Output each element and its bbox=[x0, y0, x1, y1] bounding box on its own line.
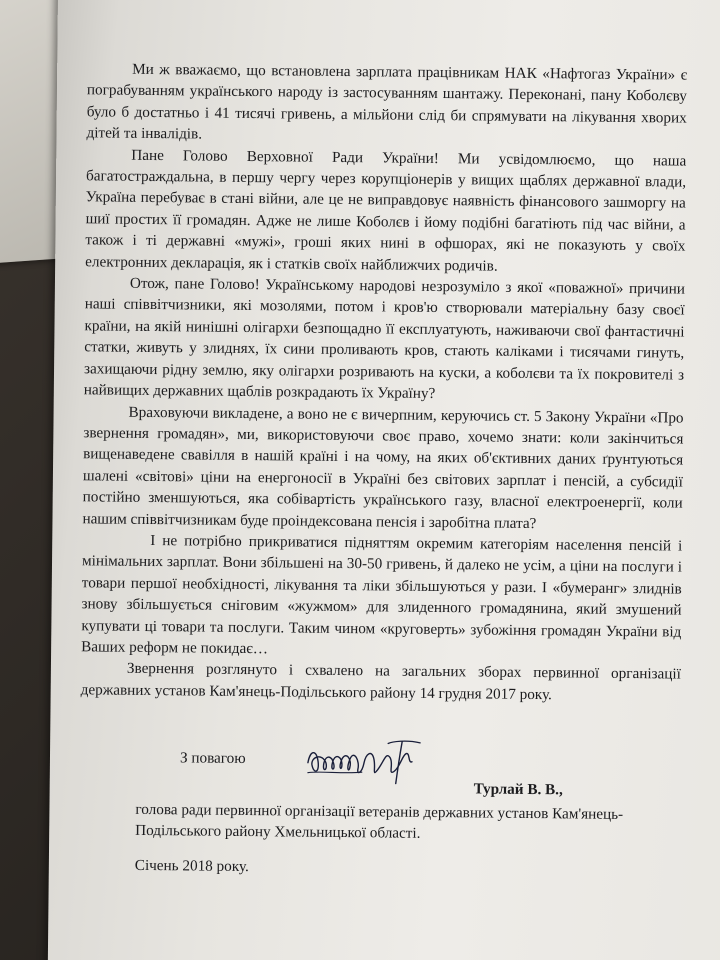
letter-page bbox=[48, 0, 720, 960]
paragraph-questions: Враховуючи викладене, а воно не є вичерпним, керуючись ст. 5 Закону України «Про звернення громадян», ми, використовуючи своє право, хочемо знати: коли закінчиться вищенаведене свавілля в нашій країні і на чому, на яких об'єктивних даних ґрунтуються шалені «світові» ціни на енергоносії в Україні без світових зарплат і пенсій, а субсидії постійно зменшуються, яка собівартість українського газу, власної електроенергії, коли нашим співвітчизникам буде проіндексована пенсія і заробітна плата? bbox=[82, 403, 684, 532]
letter-body bbox=[81, 58, 688, 706]
paragraph-appeal: Пане Голово Верховної Ради України! Ми усвідомлюємо, що наша багатостраждальна, в першу чергу через корупціонерів у вищих щаблях державної влади, Україна перебуває в стані війни, але це не виправдовує наявність фінансового зашморгу на шиї простих її громадян. Адже не лише Коболєв і йому подібні багатіють під час війни, а також і ті державні «мужі», гроші яких нині в офшорах, які не показують у своїх електронних декларація, як і статків своїх найближчих родичів. bbox=[85, 146, 687, 275]
paragraph-approval: Звернення розглянуто і схвалено на загальних зборах первинної організації державних установ Кам'янець-Подільського району 14 грудня 2017 року. bbox=[80, 660, 681, 703]
greeting: З повагою bbox=[179, 749, 246, 768]
paragraph-pensions: І не потрібно прикриватися підняттям окремим категоріям населення пенсій і мінімальних зарплат. Вони збільшені на 30-50 гривень, й далеко не усім, а ціни на послуги і товари першої необхідності, лікування та ліки збільшуються у рази. І «бумеранг» злиднів знову збільшується сніговим «жужмом» для злиденного громадянина, який змушений купувати ці товари та послуги. Таким чином «круговерть» зубожіння громадян України від Ваших реформ не покидає… bbox=[81, 531, 683, 658]
paragraph-salary: Ми ж вважаємо, що встановлена зарплата працівникам НАК «Нафтогаз України» є пограбуванням українського народу із застосуванням шантажу. Переконані, пану Коболєву було б достатньо і 41 тисячі гривень, а мільйони слід би спрямувати на лікування хворих дітей та інвалідів. bbox=[86, 60, 688, 143]
handwritten-signature bbox=[302, 733, 433, 788]
letter-date: Січень 2018 року. bbox=[134, 856, 249, 876]
paragraph-oligarchs: Отож, пане Голово! Українському народові незрозуміло з якої «поважної» причини наші співвітчизники, які мозолями, потом і кров'ю створювали матеріальну базу своєї країни, на якій нинішні олігархи безпощадно її експлуатують, наживаючи свої фантастичні статки, живуть у злиднях, їх сини проливають кров, стають каліками і тисячами гинуть, захищаючи рідну землю, яку олігархи розривають на куски, а коболєви та їх покровителі з найвищих державних щаблів розкрадають їх Україну? bbox=[83, 274, 686, 403]
signer-title: голова ради первинної організації ветеранів державних установ Кам'янець-Подільського району Хмельницької області. bbox=[135, 800, 624, 843]
signer-name: Турлай В. В., bbox=[473, 780, 563, 799]
